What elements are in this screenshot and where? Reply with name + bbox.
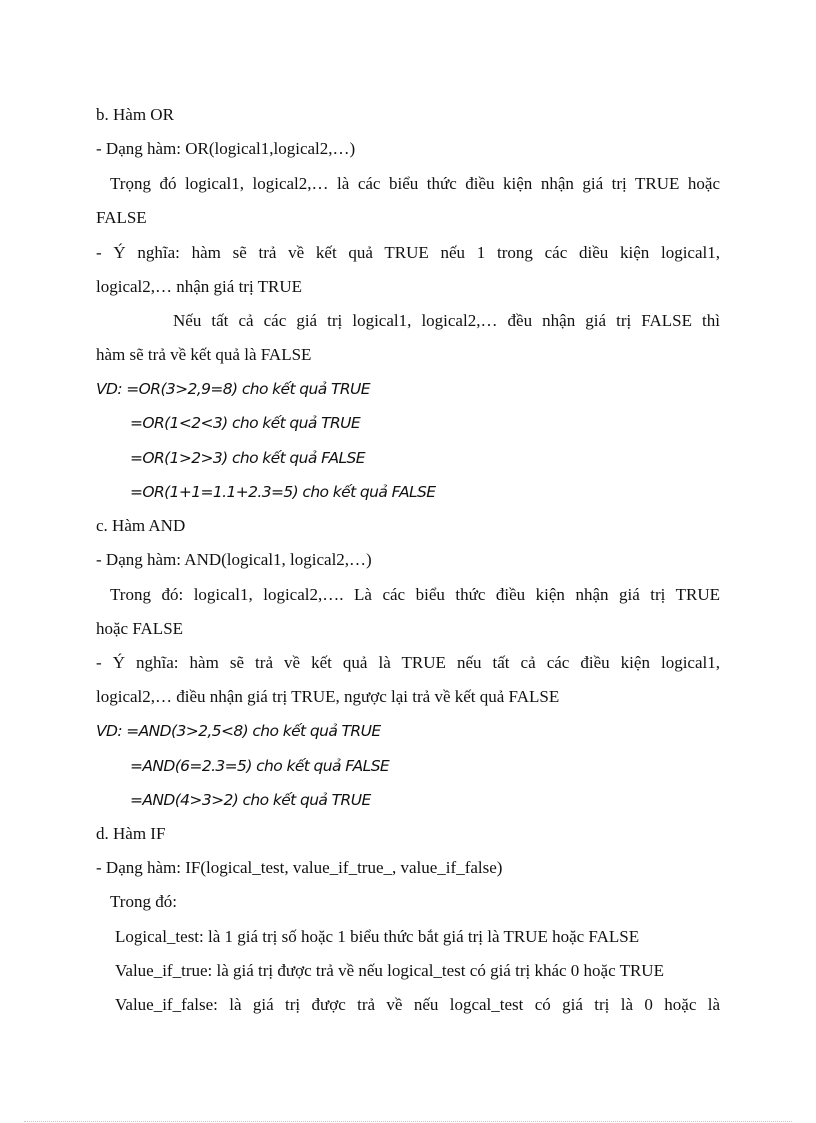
and-where-line-2: hoặc FALSE [96, 619, 184, 638]
and-syntax: - Dạng hàm: AND(logical1, logical2,…) [96, 550, 372, 569]
if-param-value-if-true: Value_if_true: là giá trị được trả về nếu logical_test có giá trị khác 0 hoặc TRUE [115, 961, 664, 980]
and-example-1: VD: =AND(3>2,5<8) cho kết quả TRUE [96, 722, 381, 740]
and-where-line-1: Trong đó: logical1, logical2,…. Là các biểu thức điều kiện nhận giá trị TRUE [110, 585, 720, 604]
and-meaning-line-2: logical2,… điều nhận giá trị TRUE, ngược lại trả về kết quả FALSE [96, 687, 560, 706]
or-meaning-line-1: - Ý nghĩa: hàm sẽ trả về kết quả TRUE nếu 1 trong các diều kiện logical1, [96, 243, 720, 262]
or-meaning-line-2: logical2,… nhận giá trị TRUE [96, 277, 303, 296]
section-heading-and: c. Hàm AND [96, 516, 186, 535]
section-heading-if: d. Hàm IF [96, 824, 166, 843]
or-example-1: VD: =OR(3>2,9=8) cho kết quả TRUE [96, 380, 370, 398]
and-meaning-line-1: - Ý nghĩa: hàm sẽ trả về kết quả là TRUE nếu tất cả các điều kiện logical1, [96, 653, 720, 672]
and-example-2: =AND(6=2.3=5) cho kết quả FALSE [130, 757, 390, 775]
if-param-logical-test: Logical_test: là 1 giá trị số hoặc 1 biểu thức bắt giá trị là TRUE hoặc FALSE [115, 927, 640, 946]
or-meaning-line-3: Nếu tất cả các giá trị logical1, logical2,… đều nhận giá trị FALSE thì [173, 311, 720, 330]
section-heading-or: b. Hàm OR [96, 105, 174, 124]
or-syntax: - Dạng hàm: OR(logical1,logical2,…) [96, 139, 356, 158]
if-where: Trong đó: [110, 892, 177, 911]
page-bottom-rule [24, 1121, 792, 1122]
if-param-value-if-false: Value_if_false: là giá trị được trả về nếu logcal_test có giá trị là 0 hoặc là [115, 995, 720, 1014]
or-where-line-2: FALSE [96, 208, 147, 227]
or-meaning-line-4: hàm sẽ trả về kết quả là FALSE [96, 345, 312, 364]
or-where-line-1: Trọng đó logical1, logical2,… là các biểu thức điều kiện nhận giá trị TRUE hoặc [110, 174, 720, 193]
and-example-3: =AND(4>3>2) cho kết quả TRUE [130, 791, 371, 809]
or-example-4: =OR(1+1=1.1+2.3=5) cho kết quả FALSE [130, 483, 436, 501]
or-example-2: =OR(1<2<3) cho kết quả TRUE [130, 414, 361, 432]
if-syntax: - Dạng hàm: IF(logical_test, value_if_true_, value_if_false) [96, 858, 503, 877]
or-example-3: =OR(1>2>3) cho kết quả FALSE [130, 449, 365, 467]
